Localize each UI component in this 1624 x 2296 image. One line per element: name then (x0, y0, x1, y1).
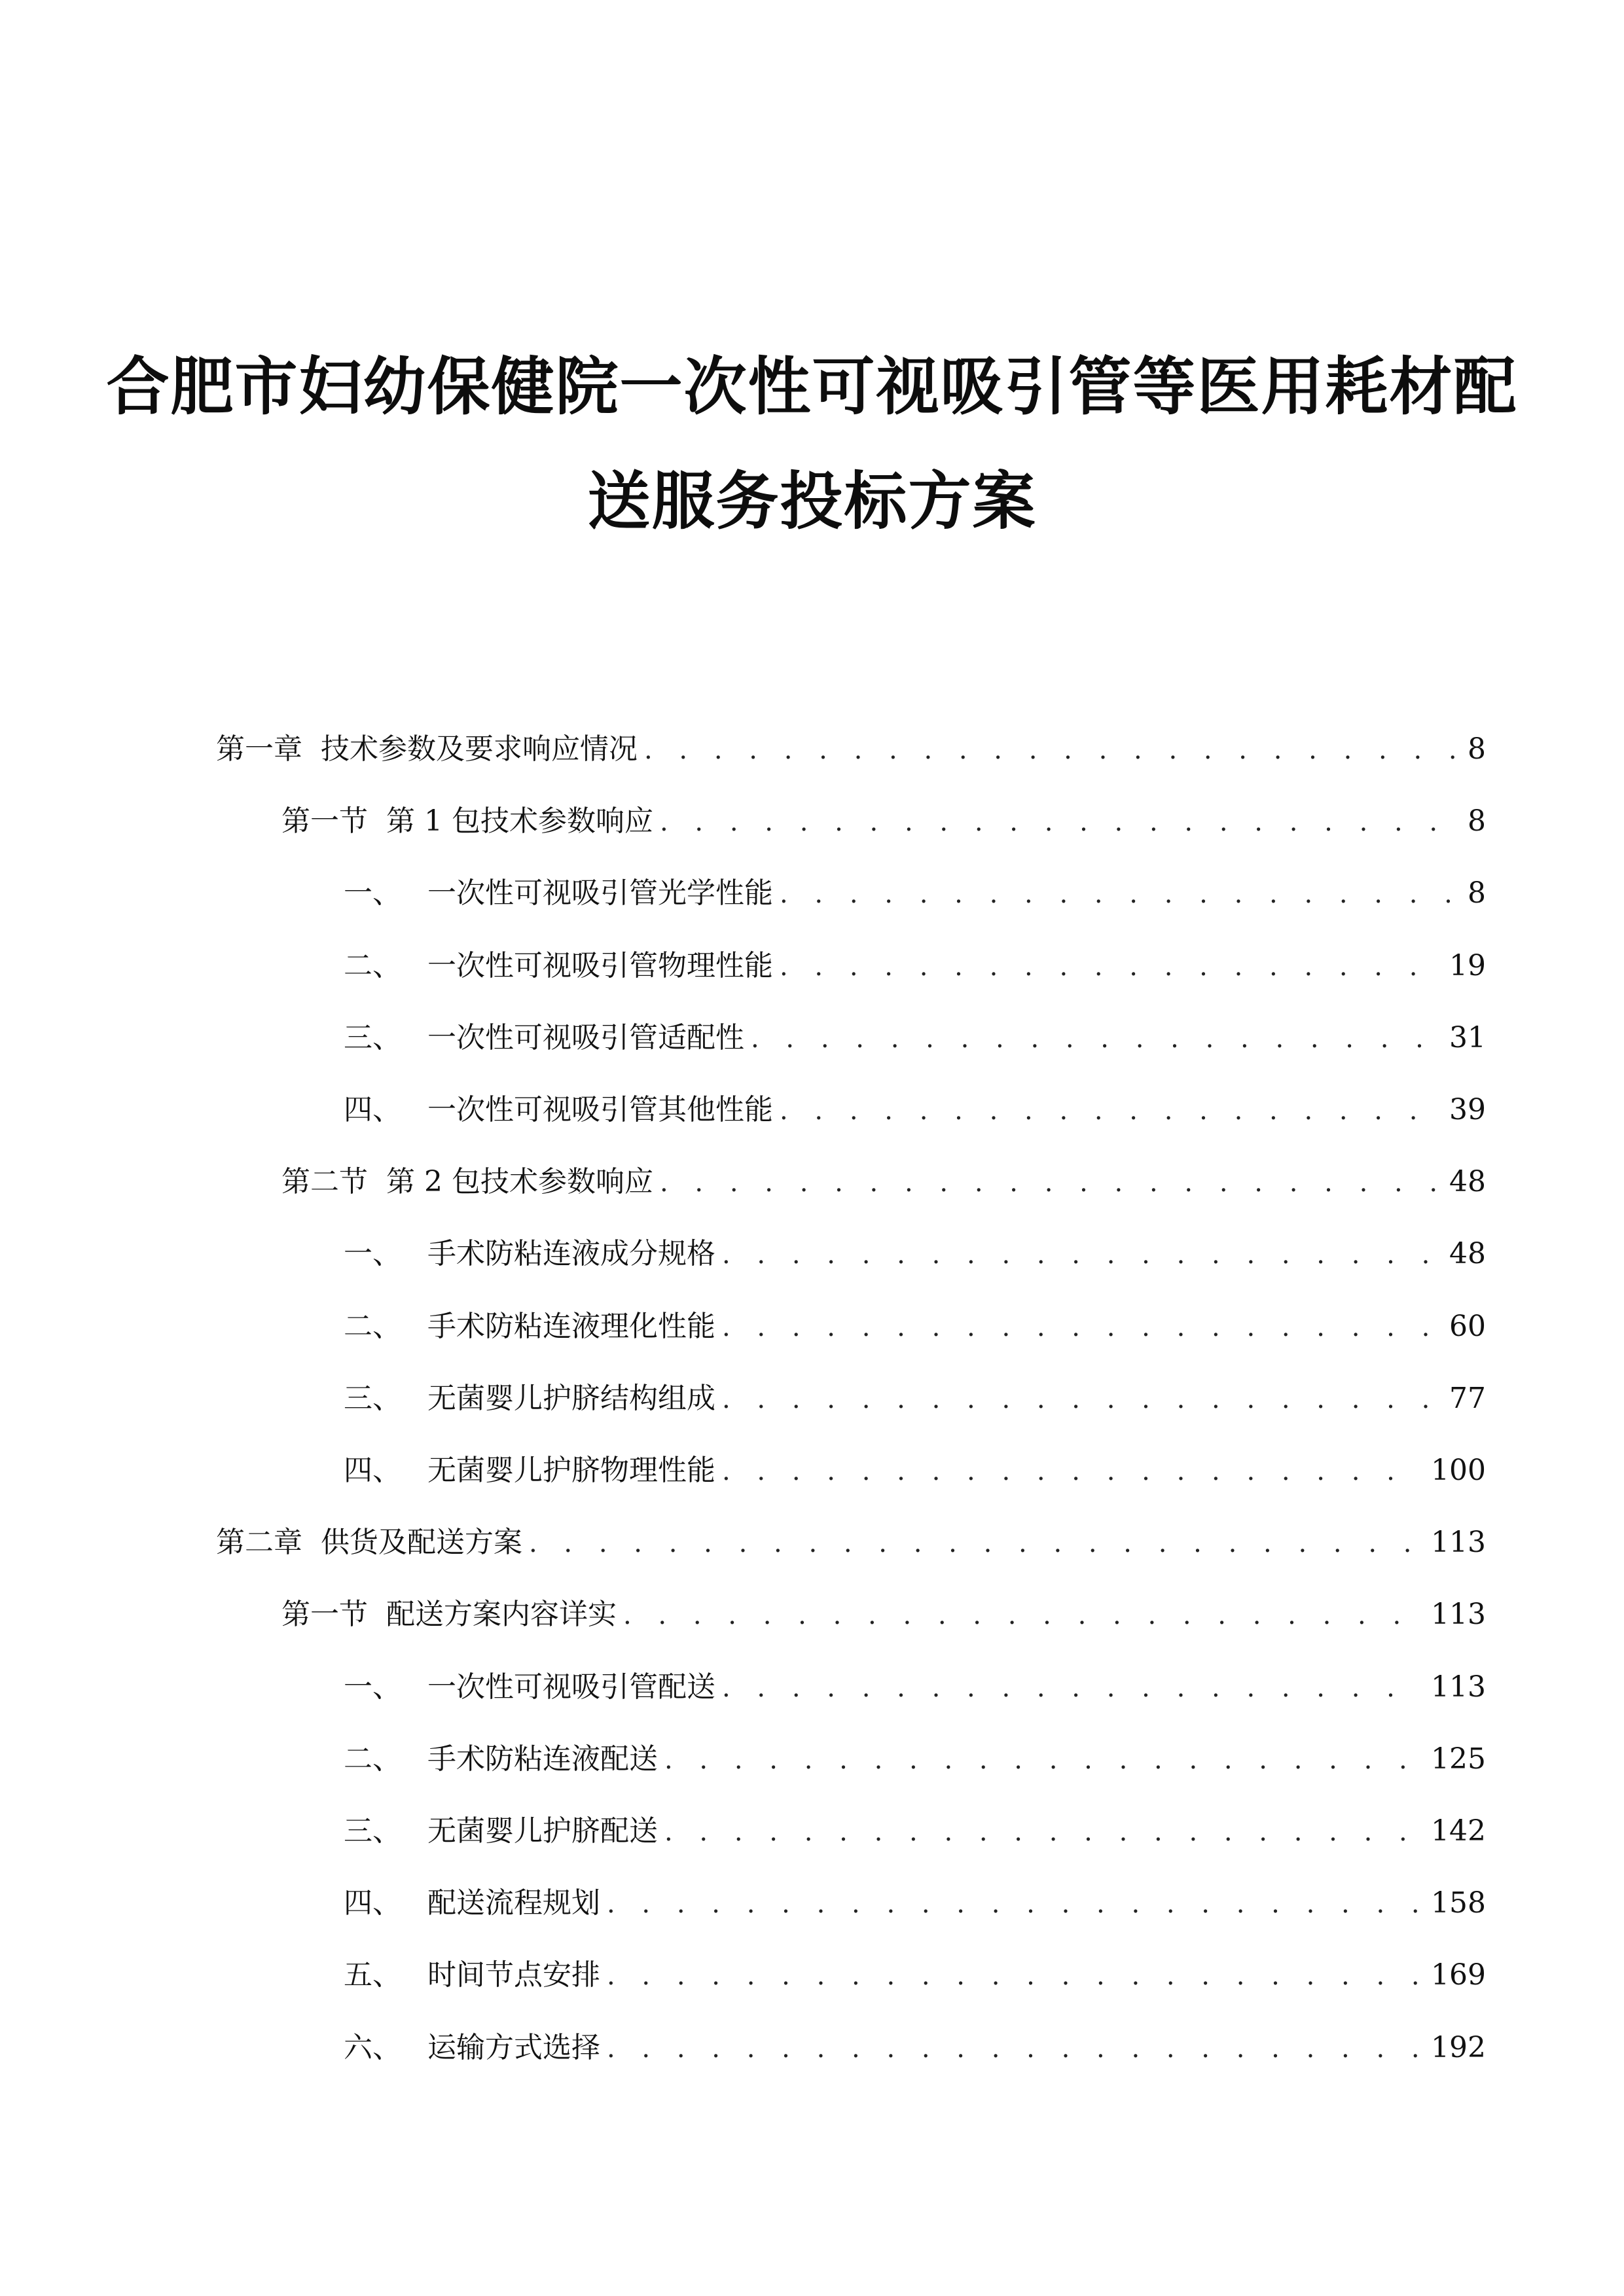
toc-dot-leader (644, 727, 1458, 772)
toc-entry-title: 配送流程规划 (427, 1886, 600, 1920)
toc-entry-label (344, 1376, 715, 1422)
toc-entry-number: 一、 (344, 876, 401, 910)
toc-entry-label (344, 870, 773, 916)
toc-entry-number: 三、 (344, 1020, 401, 1054)
toc-page-number: 8 (1468, 876, 1486, 910)
toc-entry-title: 无菌婴儿护脐配送 (427, 1814, 658, 1848)
toc-entry-label (281, 1159, 653, 1205)
toc-entry-title: 一次性可视吸引管配送 (427, 1670, 715, 1704)
toc-page-number: 158 (1431, 1886, 1486, 1920)
toc-entry[interactable] (344, 1231, 1486, 1277)
toc-page-number: 169 (1431, 1958, 1486, 1992)
toc-dot-leader (660, 1160, 1440, 1205)
toc-entry-number: 二、 (344, 1742, 401, 1776)
toc-entry[interactable] (344, 1880, 1486, 1926)
toc-entry-title: 一次性可视吸引管光学性能 (427, 876, 773, 910)
document-title-line-2: 送服务投标方案 (587, 465, 1037, 538)
toc-entry-number: 第二章 (216, 1526, 302, 1560)
toc-entry[interactable] (216, 726, 1486, 772)
toc-entry-label (344, 1304, 715, 1350)
toc-page-number: 39 (1449, 1093, 1486, 1126)
toc-entry-title: 一次性可视吸引管其他性能 (427, 1093, 773, 1126)
toc-dot-leader (722, 1232, 1440, 1277)
toc-dot-leader (607, 1953, 1422, 1998)
toc-page-number: 31 (1449, 1020, 1486, 1054)
toc-page-number: 60 (1449, 1309, 1486, 1343)
toc-page-number: 48 (1449, 1165, 1486, 1199)
toc-entry-label (344, 1015, 744, 1061)
toc-entry-number: 第二节 (281, 1165, 368, 1199)
toc-entry-title: 手术防粘连液理化性能 (427, 1309, 715, 1343)
toc-entry-title: 手术防粘连液配送 (427, 1742, 658, 1776)
toc-entry-number: 一、 (344, 1670, 401, 1704)
toc-page-number: 142 (1431, 1814, 1486, 1848)
toc-entry[interactable] (344, 1448, 1486, 1494)
toc-entry-title: 无菌婴儿护脐物理性能 (427, 1454, 715, 1487)
toc-dot-leader (607, 1881, 1422, 1926)
toc-dot-leader (664, 1737, 1422, 1782)
toc-entry-title: 第 1 包技术参数响应 (386, 804, 653, 838)
toc-page-number: 113 (1431, 1598, 1486, 1632)
toc-page-number: 77 (1449, 1381, 1486, 1415)
toc-entry-number: 一、 (344, 1237, 401, 1271)
toc-entry-title: 运输方式选择 (427, 2030, 600, 2064)
toc-entry[interactable] (344, 1376, 1486, 1422)
toc-dot-leader (607, 2026, 1422, 2071)
toc-entry-number: 第一节 (281, 804, 368, 838)
toc-entry[interactable] (344, 1664, 1486, 1710)
toc-page-number: 48 (1449, 1237, 1486, 1271)
toc-entry-label (344, 1952, 600, 1998)
toc-dot-leader (722, 1304, 1440, 1350)
toc-entry-title: 第 2 包技术参数响应 (386, 1165, 653, 1199)
toc-entry-number: 四、 (344, 1093, 401, 1126)
toc-dot-leader (722, 1376, 1440, 1422)
toc-dot-leader (751, 1016, 1440, 1061)
toc-entry-title: 手术防粘连液成分规格 (427, 1237, 715, 1271)
toc-entry-number: 第一章 (216, 732, 302, 766)
toc-entry[interactable] (344, 943, 1486, 989)
toc-entry-label (281, 798, 653, 844)
toc-entry[interactable] (344, 1015, 1486, 1061)
toc-entry-number: 二、 (344, 1309, 401, 1343)
toc-entry-label (344, 1087, 773, 1133)
toc-entry[interactable] (281, 1592, 1486, 1638)
toc-entry-title: 技术参数及要求响应情况 (321, 732, 638, 766)
toc-dot-leader (722, 1448, 1422, 1494)
toc-dot-leader (780, 871, 1458, 916)
toc-dot-leader (623, 1592, 1422, 1638)
toc-entry-title: 时间节点安排 (427, 1958, 600, 1992)
toc-page-number: 113 (1431, 1670, 1486, 1704)
toc-entry[interactable] (344, 1952, 1486, 1998)
toc-dot-leader (660, 799, 1458, 844)
toc-entry-number: 五、 (344, 1958, 401, 1992)
toc-entry[interactable] (344, 1808, 1486, 1854)
toc-page-number: 19 (1449, 948, 1486, 982)
toc-entry-label (344, 1736, 658, 1782)
toc-entry[interactable] (344, 1304, 1486, 1350)
toc-entry-number: 二、 (344, 948, 401, 982)
toc-entry-label (216, 1520, 522, 1566)
toc-dot-leader (664, 1809, 1422, 1854)
toc-entry-label (344, 1448, 715, 1494)
toc-entry-label (344, 1231, 715, 1277)
toc-entry-number: 三、 (344, 1814, 401, 1848)
toc-entry-title: 一次性可视吸引管物理性能 (427, 948, 773, 982)
toc-entry[interactable] (344, 2025, 1486, 2071)
toc-dot-leader (780, 1088, 1440, 1133)
toc-entry-label (344, 1808, 658, 1854)
toc-page-number: 125 (1431, 1742, 1486, 1776)
toc-page-number: 192 (1431, 2030, 1486, 2064)
toc-entry-number: 三、 (344, 1381, 401, 1415)
document-title-line-1: 合肥市妇幼保健院一次性可视吸引管等医用耗材配 (106, 350, 1518, 423)
toc-entry[interactable] (344, 1087, 1486, 1133)
toc-dot-leader (780, 944, 1440, 989)
toc-dot-leader (722, 1665, 1422, 1710)
toc-entry-title: 配送方案内容详实 (386, 1598, 617, 1632)
toc-entry-label (344, 1880, 600, 1926)
toc-entry-label (216, 726, 638, 772)
toc-entry-label (344, 943, 773, 989)
toc-entry[interactable] (281, 1159, 1486, 1205)
toc-entry-title: 供货及配送方案 (321, 1526, 522, 1560)
toc-page-number: 100 (1431, 1454, 1486, 1487)
toc-entry-number: 四、 (344, 1886, 401, 1920)
toc-page-number: 8 (1468, 804, 1486, 838)
toc-dot-leader (529, 1520, 1422, 1566)
table-of-contents (0, 694, 1624, 2068)
toc-entry-number: 六、 (344, 2030, 401, 2064)
toc-entry-label (281, 1592, 617, 1638)
toc-entry[interactable] (344, 1736, 1486, 1782)
toc-page-number: 8 (1468, 732, 1486, 766)
toc-entry-title: 无菌婴儿护脐结构组成 (427, 1381, 715, 1415)
toc-entry-number: 四、 (344, 1454, 401, 1487)
toc-entry-label (344, 1664, 715, 1710)
toc-entry[interactable] (216, 1520, 1486, 1566)
toc-entry-title: 一次性可视吸引管适配性 (427, 1020, 744, 1054)
toc-page-number: 113 (1431, 1526, 1486, 1560)
toc-entry[interactable] (344, 870, 1486, 916)
toc-entry[interactable] (281, 798, 1486, 844)
toc-entry-number: 第一节 (281, 1598, 368, 1632)
toc-entry-label (344, 2025, 600, 2071)
